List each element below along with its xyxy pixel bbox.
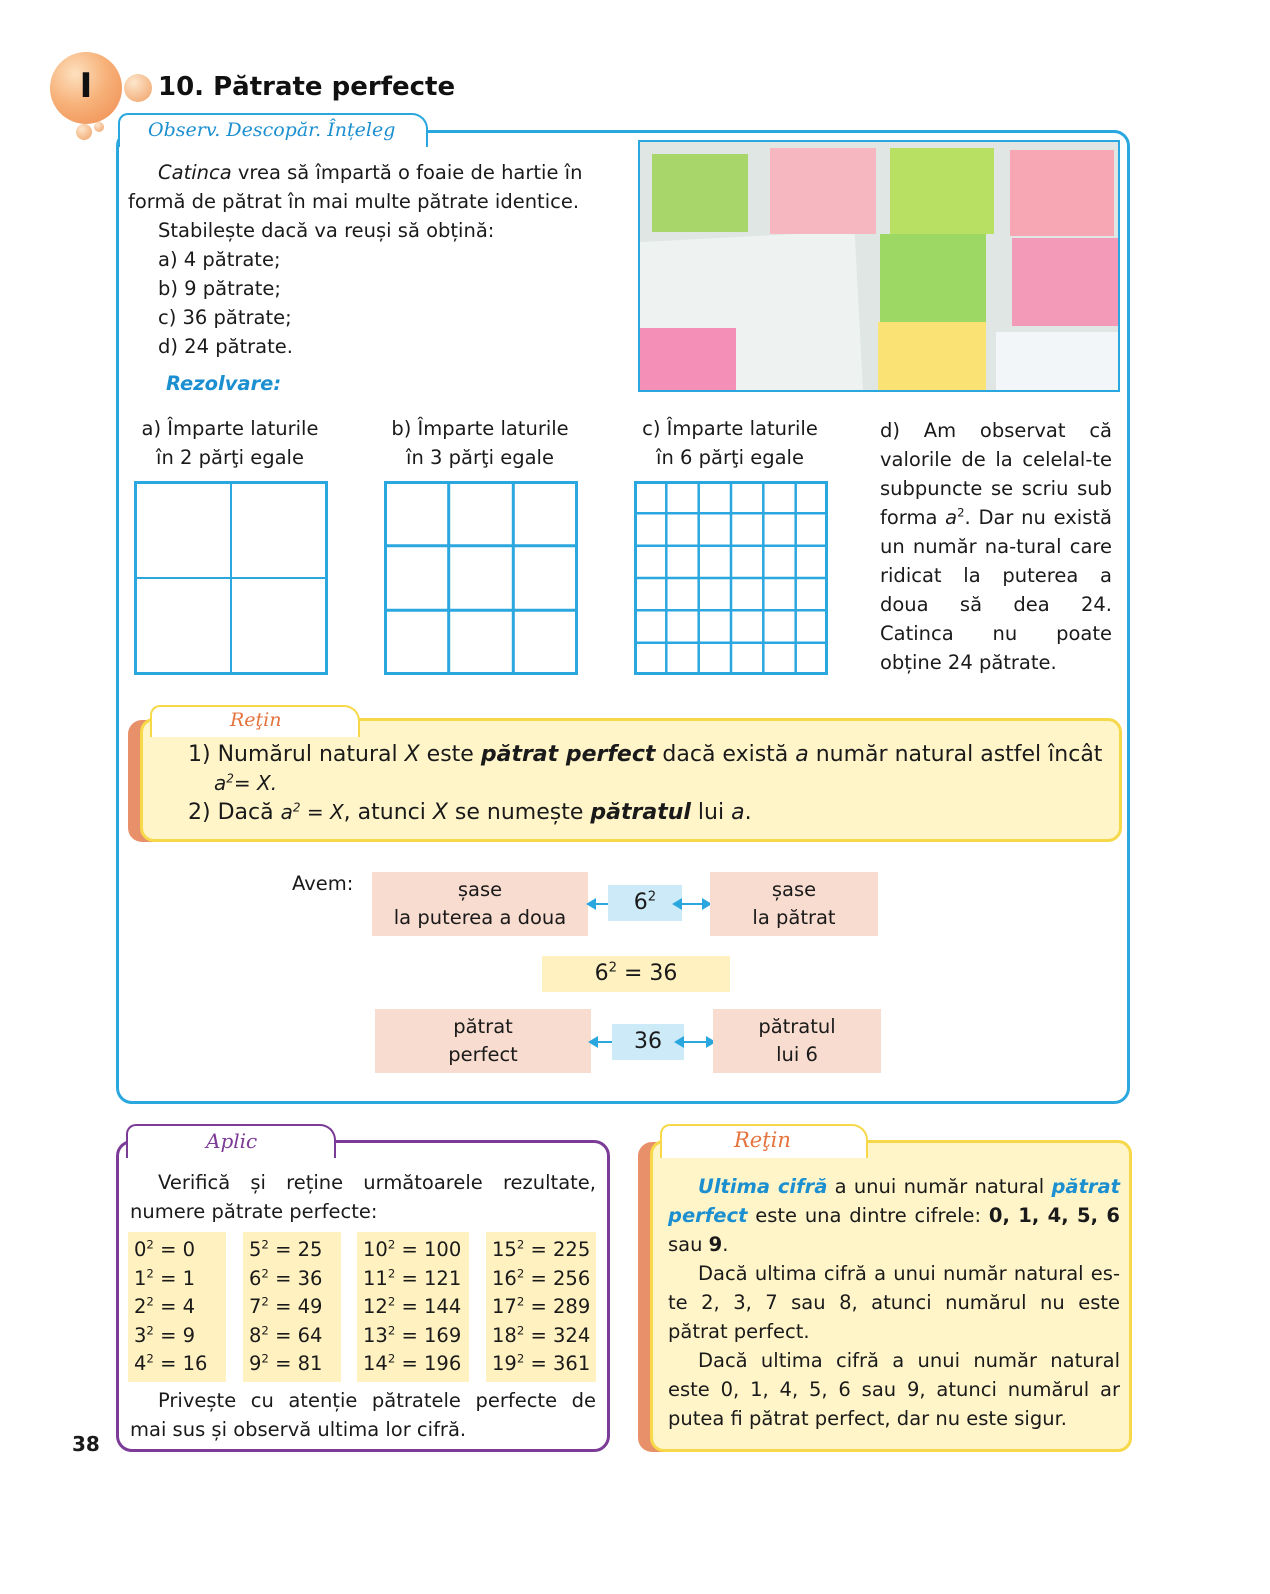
lesson-title: 10. Pătrate perfecte (158, 72, 456, 102)
grid-a-label: a) Împarte laturile în 2 părţi egale (141, 417, 319, 469)
squares-col-4: $15^2 = 225$ $16^2 = 256$ $17^2 = 289$ $18^2 = 324$ $19^2 = 361$ (486, 1232, 596, 1382)
sticky-notes-photo (638, 140, 1120, 392)
name-catinca: Catinca (158, 161, 232, 184)
chapter-number: I (79, 66, 93, 106)
problem-text (128, 158, 628, 361)
six-squared-box: $6^2$ (608, 885, 682, 921)
decor-bubble (76, 124, 92, 140)
grid-3x3 (384, 481, 578, 675)
decor-bubble (124, 74, 152, 102)
aplic-outro: Privește cu atenție pătratele perfecte de mai sus și observă ultima lor cifră. (130, 1389, 596, 1441)
problem-item: d) 24 pătrate. (158, 335, 293, 358)
problem-line1: vrea să împartă o foaie de hartie în (231, 161, 583, 184)
problem-item: b) 9 pătrate; (158, 277, 281, 300)
patratul-lui-6-box: pătratul lui 6 (713, 1009, 881, 1073)
retin2-text: Ultima cifră a unui număr natural pătrat perfect este una dintre cifrele: 0, 1, 4, 5, 6 sau 9. Dacă ultima cifră a unui număr natural es-te 2, 3, 7 sau 8, atunci numărul nu este pătrat perfect. Dacă ultima cifră a unui număr natural este 0, 1, 4, 5, 6 sau 9, atunci numărul ar putea fi pătrat perfect, dar nu este sigur. (668, 1175, 1120, 1430)
squares-col-1: $0^2 = 0$ $1^2 = 1$ $2^2 = 4$ $3^2 = 9$ $4^2 = 16$ (128, 1232, 226, 1382)
decor-bubble (94, 122, 104, 132)
aplic-tab: Aplic (126, 1124, 336, 1158)
thirty-six-box: 36 (612, 1024, 684, 1060)
squares-col-3: $10^2 = 100$ $11^2 = 121$ $12^2 = 144$ $13^2 = 169$ $14^2 = 196$ (357, 1232, 469, 1382)
sase-la-patrat-box: șase la pătrat (710, 872, 878, 936)
arrow-right (684, 1041, 706, 1043)
retin2-tab: Reţin (660, 1124, 868, 1158)
patrat-perfect-box: pătrat perfect (375, 1009, 591, 1073)
avem-label: Avem: (292, 872, 354, 895)
squares-col-2: $5^2 = 25$ $6^2 = 36$ $7^2 = 49$ $8^2 = 64$ $9^2 = 81$ (243, 1232, 341, 1382)
retin1-tab: Reţin (150, 705, 360, 737)
grid-2x2 (134, 481, 328, 675)
arrow-right (682, 903, 702, 905)
aplic-intro: Verifică și reține următoarele rezultate, numere pătrate perfecte: (130, 1171, 596, 1223)
observ-tab: Observ. Descopăr. Înțeleg (118, 113, 428, 147)
sase-la-puterea-box: șase la puterea a doua (372, 872, 588, 936)
page-number: 38 (72, 1432, 100, 1456)
retin1-text: 1) Numărul natural X este pătrat perfect dacă există a număr natural astfel încât $a^2= X$. 2) Dacă $a^2 = X$, atunci X se numește pătratul lui a. (188, 742, 1103, 825)
problem-item: c) 36 pătrate; (158, 306, 292, 329)
rezolvare-label: Rezolvare: (166, 372, 282, 395)
answer-d: d) Am observat că valorile de la celelal-te subpuncte se scriu sub forma $a^2$. Dar nu există un număr na-tural care ridicat la puterea a doua să dea 24. Catinca nu poate obține 24 pătrate. (880, 419, 1112, 674)
grid-6x6 (634, 481, 828, 675)
grid-c-label: c) Împarte laturile în 6 părţi egale (642, 417, 818, 469)
chapter-badge (50, 52, 122, 124)
equation-box: $6^2 = 36$ (542, 956, 730, 992)
grid-b-label: b) Împarte laturile în 3 părţi egale (391, 417, 569, 469)
problem-line3: Stabilește dacă va reuși să obțină: (158, 219, 495, 242)
problem-item: a) 4 pătrate; (158, 248, 281, 271)
problem-line2: formă de pătrat în mai multe pătrate identice. (128, 190, 580, 213)
